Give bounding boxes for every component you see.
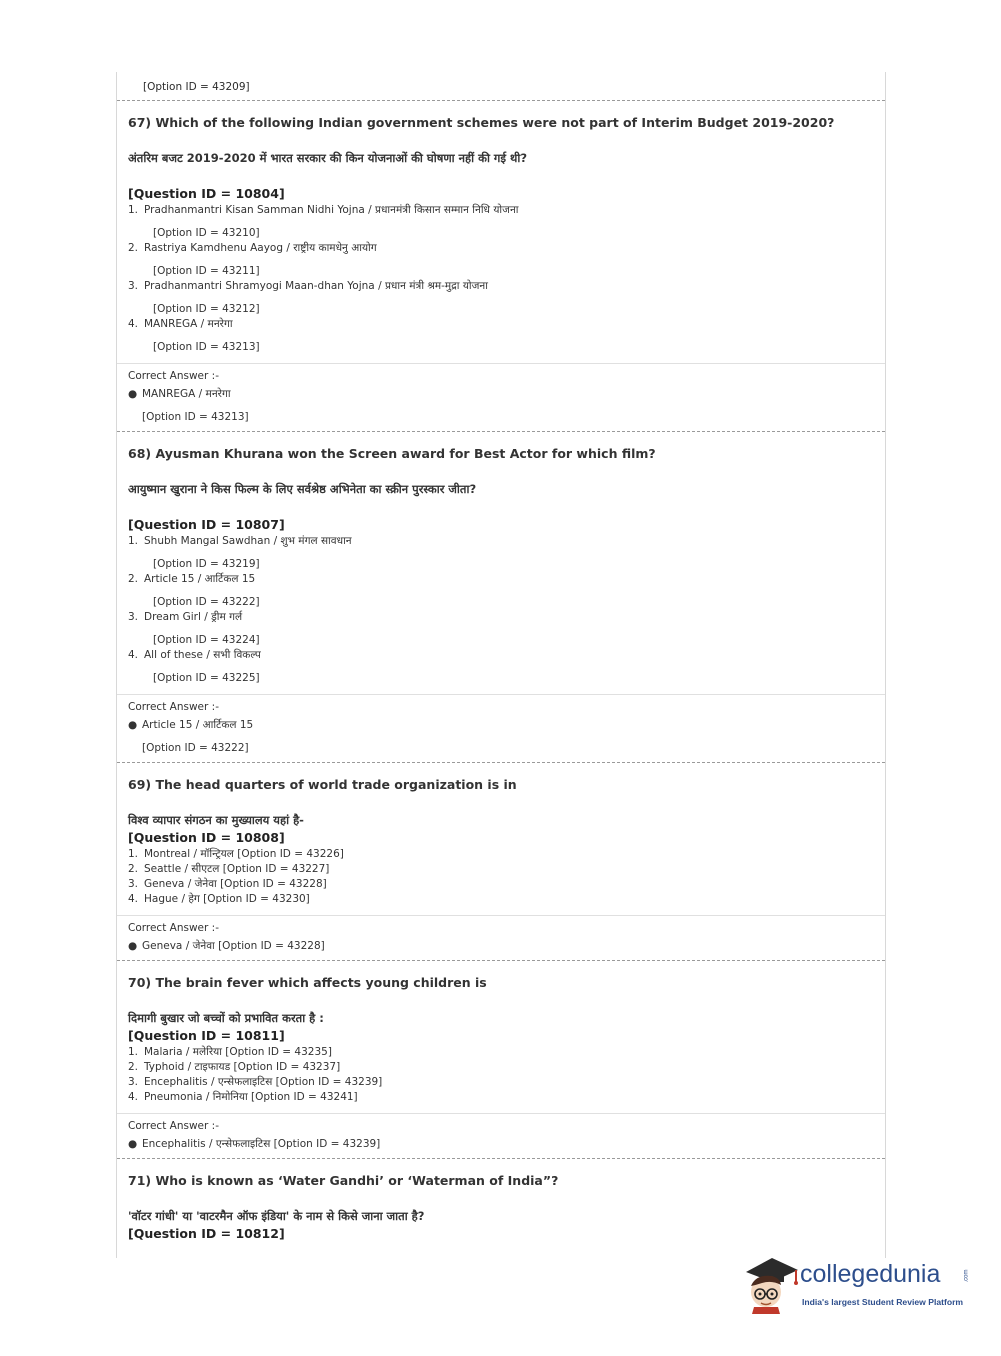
correct-answer-section bbox=[117, 916, 885, 954]
correct-answer-section bbox=[117, 364, 885, 425]
option-item: 3. Pradhanmantri Shramyogi Maan-dhan Yojna / प्रधान मंत्री श्रम-मुद्रा योजना bbox=[128, 280, 488, 292]
question-block-69 bbox=[117, 763, 885, 961]
question-hindi: विश्व व्यापार संगठन का मुख्यालय यहां है- bbox=[128, 813, 304, 827]
option-item: 2. Seattle / सीएटल [Option ID = 43227] bbox=[128, 863, 330, 875]
question-title: 68) Ayusman Khurana won the Screen award for Best Actor for which film? bbox=[128, 446, 656, 461]
option-item: 3. Geneva / जेनेवा [Option ID = 43228] bbox=[128, 878, 327, 890]
option-id-text: [Option ID = 43222] bbox=[142, 742, 249, 754]
bullet-icon: ● bbox=[128, 1138, 138, 1150]
correct-answer-section bbox=[117, 1114, 885, 1152]
question-id: [Question ID = 10807] bbox=[128, 517, 285, 532]
option-id-text: [Option ID = 43209] bbox=[143, 81, 250, 93]
option-list bbox=[117, 533, 885, 686]
correct-answer-item: ● MANREGA / मनरेगा bbox=[128, 388, 231, 400]
brand-tagline: India's largest Student Review Platform bbox=[802, 1297, 964, 1307]
correct-answer-label: Correct Answer :- bbox=[128, 1120, 219, 1132]
question-block-71 bbox=[117, 1159, 885, 1242]
option-id-text: [Option ID = 43211] bbox=[153, 265, 260, 277]
question-hindi: आयुष्मान खुराना ने किस फिल्म के लिए सर्वश्रेष्ठ अभिनेता का स्क्रीन पुरस्कार जीता? bbox=[128, 482, 477, 496]
option-id-text: [Option ID = 43213] bbox=[153, 341, 260, 353]
option-list bbox=[117, 846, 885, 907]
question-block-70 bbox=[117, 961, 885, 1159]
question-id: [Question ID = 10808] bbox=[128, 830, 285, 845]
option-item: 2. Article 15 / आर्टिकल 15 bbox=[128, 573, 256, 585]
option-item: 4. All of these / सभी विकल्प bbox=[128, 649, 261, 661]
correct-answer-section bbox=[117, 695, 885, 756]
correct-answer-item: ● Geneva / जेनेवा [Option ID = 43228] bbox=[128, 940, 325, 952]
option-id-text: [Option ID = 43224] bbox=[153, 634, 260, 646]
correct-answer-item: ● Encephalitis / एन्सेफलाइटिस [Option ID = 43239] bbox=[128, 1138, 381, 1150]
question-title: 69) The head quarters of world trade organization is in bbox=[128, 777, 517, 792]
option-id-text: [Option ID = 43212] bbox=[153, 303, 260, 315]
collegedunia-logo bbox=[742, 1252, 972, 1318]
question-title: 70) The brain fever which affects young children is bbox=[128, 975, 487, 990]
question-title: 71) Who is known as ‘Water Gandhi’ or ‘Waterman of India”? bbox=[128, 1173, 559, 1188]
question-hindi: अंतरिम बजट 2019-2020 में भारत सरकार की किन योजनाओं की घोषणा नहीं की गई थी? bbox=[128, 151, 528, 165]
question-id: [Question ID = 10811] bbox=[128, 1028, 285, 1043]
correct-answer-label: Correct Answer :- bbox=[128, 701, 219, 713]
correct-answer-label: Correct Answer :- bbox=[128, 370, 219, 382]
option-item: 1. Pradhanmantri Kisan Samman Nidhi Yojna / प्रधानमंत्री किसान सम्मान निधि योजना bbox=[128, 204, 519, 216]
question-paper-page bbox=[116, 72, 886, 1258]
option-item: 1. Shubh Mangal Sawdhan / शुभ मंगल सावधान bbox=[128, 535, 352, 547]
question-block-68 bbox=[117, 432, 885, 763]
question-id: [Question ID = 10812] bbox=[128, 1226, 285, 1241]
option-item: 3. Dream Girl / ड्रीम गर्ल bbox=[128, 611, 243, 623]
correct-answer-label: Correct Answer :- bbox=[128, 922, 219, 934]
brand-name: collegedunia bbox=[800, 1260, 941, 1288]
question-id: [Question ID = 10804] bbox=[128, 186, 285, 201]
bullet-icon: ● bbox=[128, 388, 138, 400]
question-block-67 bbox=[117, 101, 885, 432]
option-item: 1. Malaria / मलेरिया [Option ID = 43235] bbox=[128, 1046, 332, 1058]
option-item: 2. Typhoid / टाइफायड [Option ID = 43237] bbox=[128, 1061, 341, 1073]
question-hindi: 'वॉटर गांधी' या 'वाटरमैन ऑफ इंडिया' के नाम से किसे जाना जाता है? bbox=[128, 1209, 425, 1223]
correct-answer-item: ● Article 15 / आर्टिकल 15 bbox=[128, 719, 254, 731]
option-id-text: [Option ID = 43222] bbox=[153, 596, 260, 608]
option-id-text: [Option ID = 43210] bbox=[153, 227, 260, 239]
question-hindi: दिमागी बुखार जो बच्चों को प्रभावित करता है : bbox=[128, 1011, 324, 1025]
option-id-text: [Option ID = 43225] bbox=[153, 672, 260, 684]
option-id-text: [Option ID = 43219] bbox=[153, 558, 260, 570]
option-item: 4. Pneumonia / निमोनिया [Option ID = 43241] bbox=[128, 1091, 358, 1103]
option-item: 4. MANREGA / मनरेगा bbox=[128, 318, 233, 330]
option-item: 3. Encephalitis / एन्सेफलाइटिस [Option ID = 43239] bbox=[128, 1076, 383, 1088]
question-title: 67) Which of the following Indian government schemes were not part of Interim Budget 2019-2020? bbox=[128, 115, 835, 130]
brand-domain: .com bbox=[963, 1269, 970, 1283]
option-item: 1. Montreal / मॉन्ट्रियल [Option ID = 43226] bbox=[128, 848, 344, 860]
mascot-icon bbox=[742, 1252, 800, 1314]
option-item: 4. Hague / हेग [Option ID = 43230] bbox=[128, 893, 310, 905]
bullet-icon: ● bbox=[128, 719, 138, 731]
option-list bbox=[117, 202, 885, 355]
option-list bbox=[117, 1044, 885, 1105]
option-id-text: [Option ID = 43213] bbox=[142, 411, 249, 423]
option-item: 2. Rastriya Kamdhenu Aayog / राष्ट्रीय कामधेनु आयोग bbox=[128, 242, 377, 254]
bullet-icon: ● bbox=[128, 940, 138, 952]
